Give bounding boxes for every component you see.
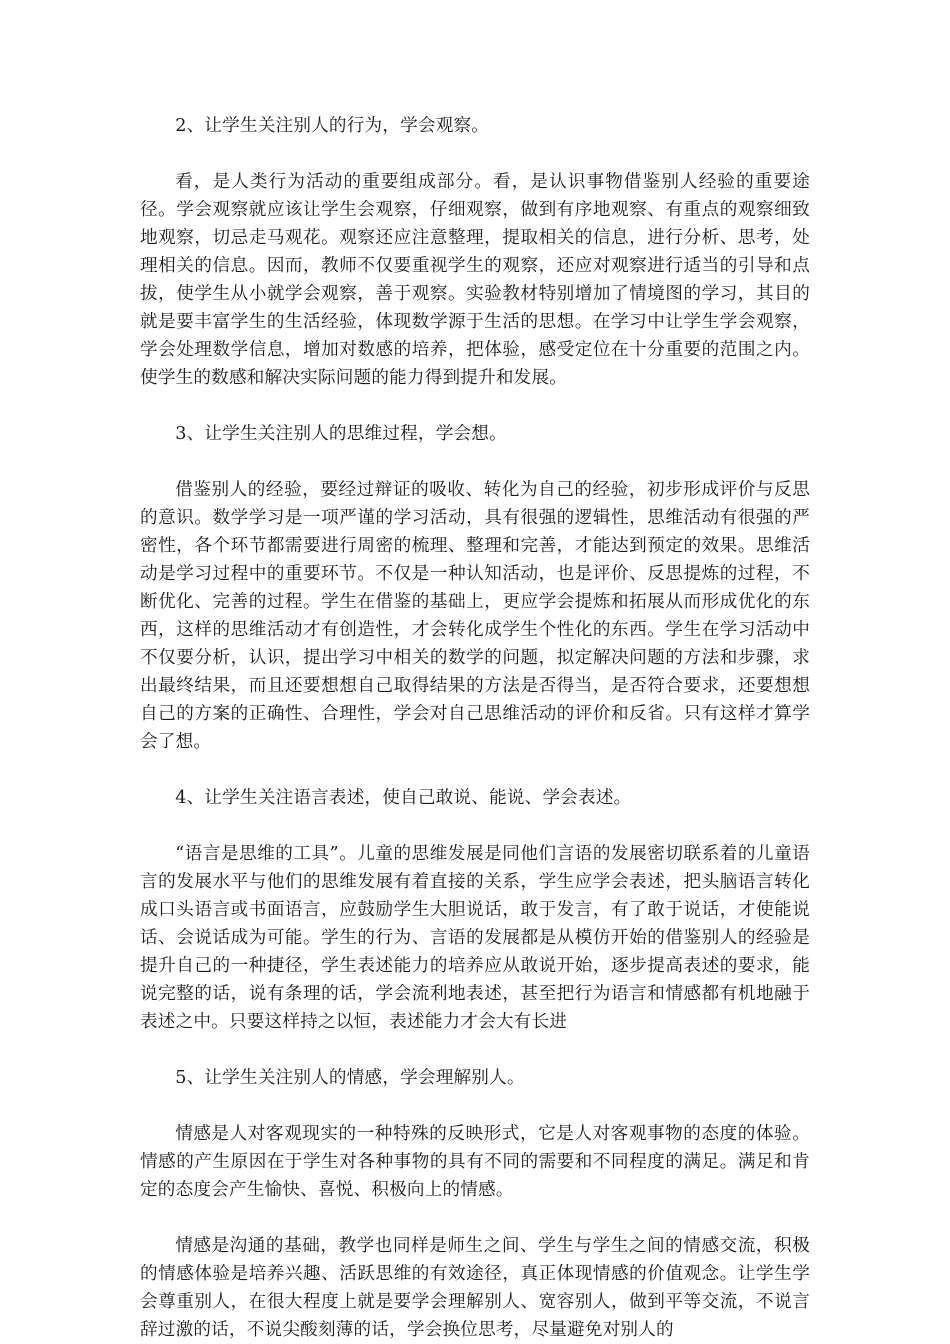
section-heading-4: 4、让学生关注语言表述，使自己敢说、能说、学会表述。 [175,788,632,808]
paragraph-emotion-2: 情感是沟通的基础，教学也同样是师生之间、学生与学生之间的情感交流，积极的情感体验是培养兴趣、活跃思维的有效途径，真正体现情感的价值观念。让学生学会尊重别人，在很大程度上就是要学会理解别人、宽容别人，做到平等交流，不说言辞过激的话，不说尖酸刻薄的话，学会换位思考，尽量避免对别人的 [140,1236,810,1340]
section-heading-2: 2、让学生关注别人的行为，学会观察。 [175,116,490,136]
paragraph-observe: 看，是人类行为活动的重要组成部分。看，是认识事物借鉴别人经验的重要途径。学会观察就应该让学生会观察，仔细观察，做到有序地观察、有重点的观察细致地观察，切忌走马观花。观察还应注意整理，提取相关的信息，进行分析、思考，处理相关的信息。因而，教师不仅要重视学生的观察，还应对观察进行适当的引导和点拔，使学生从小就学会观察，善于观察。实验教材特别增加了情境图的学习，其目的就是要丰富学生的生活经验，体现数学源于生活的思想。在学习中让学生学会观察，学会处理数学信息，增加对数感的培养，把体验，感受定位在十分重要的范围之内。使学生的数感和解决实际问题的能力得到提升和发展。 [140,172,810,388]
paragraph-think: 借鉴别人的经验，要经过辩证的吸收、转化为自己的经验，初步形成评价与反思的意识。数学学习是一项严谨的学习活动，具有很强的逻辑性，思维活动有很强的严密性，各个环节都需要进行周密的梳理、整理和完善，才能达到预定的效果。思维活动是学习过程中的重要环节。不仅是一种认知活动，也是评价、反思提炼的过程，不断优化、完善的过程。学生在借鉴的基础上，更应学会提炼和拓展从而形成优化的东西，这样的思维活动才有创造性，才会转化成学生个性化的东西。学生在学习活动中不仅要分析，认识，提出学习中相关的数学的问题，拟定解决问题的方法和步骤，求出最终结果，而且还要想想自己取得结果的方法是否得当，是否符合要求，还要想想自己的方案的正确性、合理性，学会对自己思维活动的评价和反省。只有这样才算学会了想。 [140,480,810,752]
paragraph-emotion-1: 情感是人对客观现实的一种特殊的反映形式，它是人对客观事物的态度的体验。情感的产生原因在于学生对各种事物的具有不同的需要和不同程度的满足。满足和肯定的态度会产生愉快、喜悦、积极向上的情感。 [140,1124,810,1200]
section-heading-5: 5、让学生关注别人的情感，学会理解别人。 [175,1068,525,1088]
document-page [140,112,810,1344]
section-heading-3: 3、让学生关注别人的思维过程，学会想。 [175,424,507,444]
paragraph-express: “语言是思维的工具”。儿童的思维发展是同他们言语的发展密切联系着的儿童语言的发展水平与他们的思维发展有着直接的关系，学生应学会表述，把头脑语言转化成口头语言或书面语言，应鼓励学生大胆说话，敢于发言，有了敢于说话，才使能说话、会说话成为可能。学生的行为、言语的发展都是从模仿开始的借鉴别人的经验是提升自己的一种捷径，学生表述能力的培养应从敢说开始，逐步提高表述的要求，能说完整的话，说有条理的话，学会流利地表述，甚至把行为语言和情感都有机地融于表述之中。只要这样持之以恒，表述能力才会大有长进 [140,844,810,1032]
